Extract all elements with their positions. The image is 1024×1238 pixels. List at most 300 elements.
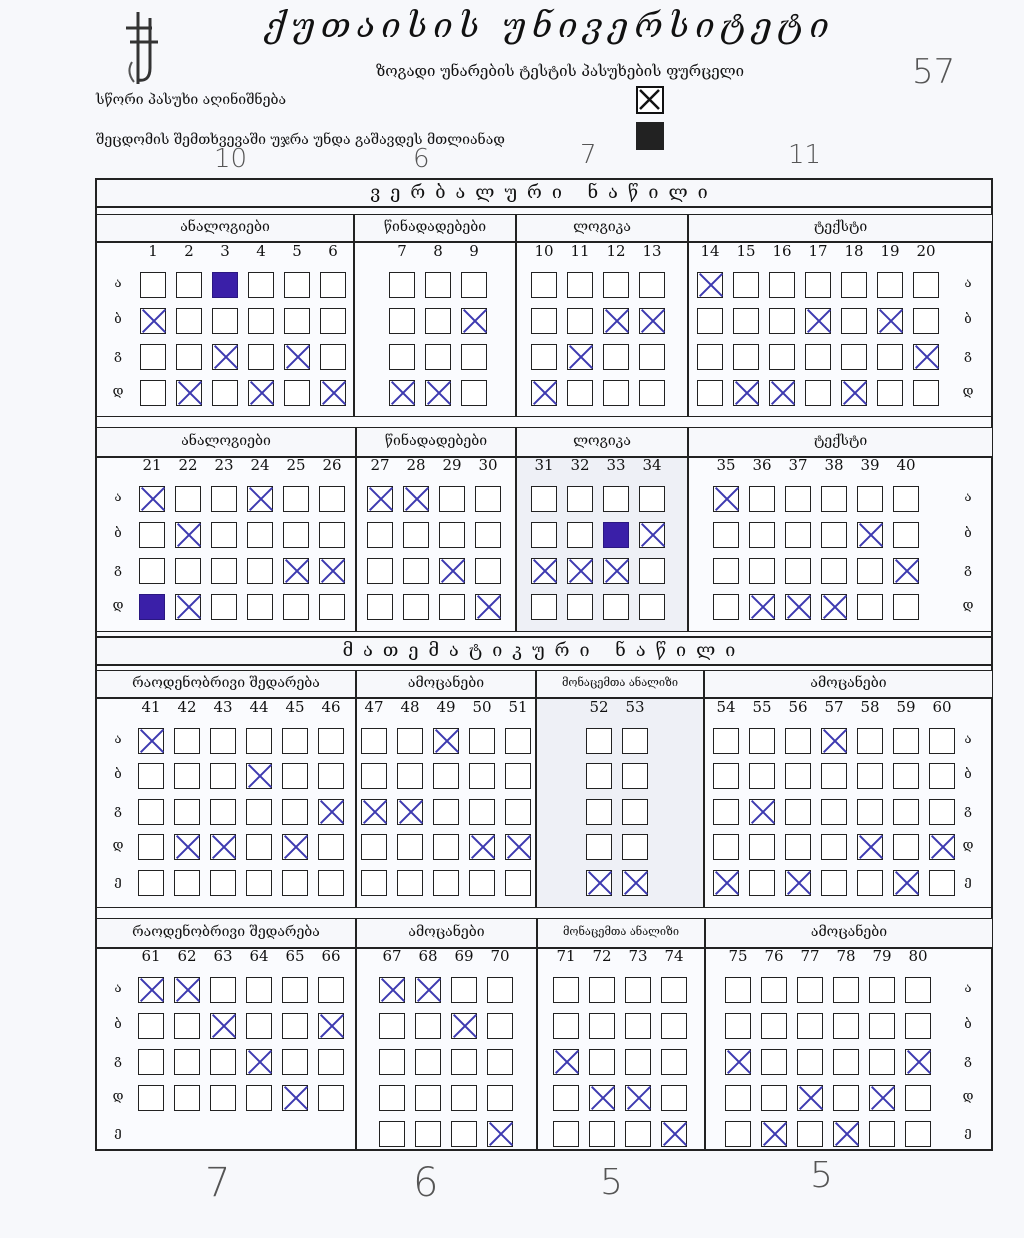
answer-box[interactable] bbox=[246, 977, 272, 1003]
answer-box[interactable] bbox=[785, 834, 811, 860]
answer-box[interactable] bbox=[487, 1121, 513, 1147]
answer-box[interactable] bbox=[622, 763, 648, 789]
answer-box[interactable] bbox=[833, 1121, 859, 1147]
answer-box[interactable] bbox=[282, 1085, 308, 1111]
answer-box[interactable] bbox=[403, 594, 429, 620]
answer-box[interactable] bbox=[425, 308, 451, 334]
answer-box[interactable] bbox=[282, 1049, 308, 1075]
answer-box[interactable] bbox=[893, 799, 919, 825]
answer-box[interactable] bbox=[174, 977, 200, 1003]
answer-box[interactable] bbox=[531, 344, 557, 370]
answer-box[interactable] bbox=[857, 834, 883, 860]
answer-box[interactable] bbox=[176, 344, 202, 370]
answer-box[interactable] bbox=[913, 344, 939, 370]
answer-box[interactable] bbox=[639, 594, 665, 620]
answer-box[interactable] bbox=[893, 558, 919, 584]
answer-box[interactable] bbox=[821, 558, 847, 584]
answer-box[interactable] bbox=[833, 977, 859, 1003]
answer-box[interactable] bbox=[531, 380, 557, 406]
answer-box[interactable] bbox=[639, 522, 665, 548]
answer-box[interactable] bbox=[603, 594, 629, 620]
answer-box[interactable] bbox=[805, 272, 831, 298]
answer-box[interactable] bbox=[929, 834, 955, 860]
answer-box[interactable] bbox=[211, 486, 237, 512]
answer-box[interactable] bbox=[138, 977, 164, 1003]
answer-box[interactable] bbox=[785, 486, 811, 512]
answer-box[interactable] bbox=[284, 272, 310, 298]
answer-box[interactable] bbox=[367, 594, 393, 620]
answer-box[interactable] bbox=[505, 763, 531, 789]
answer-box[interactable] bbox=[857, 594, 883, 620]
answer-box[interactable] bbox=[805, 308, 831, 334]
answer-box[interactable] bbox=[785, 870, 811, 896]
answer-box[interactable] bbox=[725, 1013, 751, 1039]
answer-box[interactable] bbox=[451, 1085, 477, 1111]
answer-box[interactable] bbox=[639, 380, 665, 406]
answer-box[interactable] bbox=[318, 763, 344, 789]
answer-box[interactable] bbox=[586, 799, 612, 825]
answer-box[interactable] bbox=[567, 486, 593, 512]
answer-box[interactable] bbox=[174, 763, 200, 789]
answer-box[interactable] bbox=[929, 870, 955, 896]
answer-box[interactable] bbox=[361, 870, 387, 896]
answer-box[interactable] bbox=[622, 870, 648, 896]
answer-box[interactable] bbox=[857, 870, 883, 896]
answer-box[interactable] bbox=[469, 799, 495, 825]
answer-box[interactable] bbox=[505, 870, 531, 896]
answer-box[interactable] bbox=[174, 1085, 200, 1111]
answer-box[interactable] bbox=[282, 1013, 308, 1039]
answer-box[interactable] bbox=[761, 1121, 787, 1147]
answer-box[interactable] bbox=[139, 558, 165, 584]
answer-box[interactable] bbox=[749, 763, 775, 789]
answer-box[interactable] bbox=[869, 1013, 895, 1039]
answer-box[interactable] bbox=[639, 272, 665, 298]
answer-box[interactable] bbox=[857, 799, 883, 825]
answer-box[interactable] bbox=[905, 1085, 931, 1111]
answer-box[interactable] bbox=[821, 486, 847, 512]
answer-box[interactable] bbox=[913, 308, 939, 334]
answer-box[interactable] bbox=[821, 728, 847, 754]
answer-box[interactable] bbox=[139, 594, 165, 620]
answer-box[interactable] bbox=[893, 728, 919, 754]
answer-box[interactable] bbox=[622, 728, 648, 754]
answer-box[interactable] bbox=[905, 977, 931, 1003]
answer-box[interactable] bbox=[283, 594, 309, 620]
answer-box[interactable] bbox=[210, 763, 236, 789]
answer-box[interactable] bbox=[733, 344, 759, 370]
answer-box[interactable] bbox=[389, 380, 415, 406]
answer-box[interactable] bbox=[603, 522, 629, 548]
answer-box[interactable] bbox=[769, 380, 795, 406]
answer-box[interactable] bbox=[821, 870, 847, 896]
answer-box[interactable] bbox=[475, 594, 501, 620]
answer-box[interactable] bbox=[138, 870, 164, 896]
answer-box[interactable] bbox=[318, 1085, 344, 1111]
answer-box[interactable] bbox=[869, 977, 895, 1003]
answer-box[interactable] bbox=[210, 834, 236, 860]
answer-box[interactable] bbox=[451, 1121, 477, 1147]
answer-box[interactable] bbox=[284, 308, 310, 334]
answer-box[interactable] bbox=[487, 977, 513, 1003]
answer-box[interactable] bbox=[487, 1049, 513, 1075]
answer-box[interactable] bbox=[397, 834, 423, 860]
answer-box[interactable] bbox=[140, 380, 166, 406]
answer-box[interactable] bbox=[893, 763, 919, 789]
answer-box[interactable] bbox=[769, 272, 795, 298]
answer-box[interactable] bbox=[318, 977, 344, 1003]
answer-box[interactable] bbox=[211, 522, 237, 548]
answer-box[interactable] bbox=[174, 728, 200, 754]
answer-box[interactable] bbox=[531, 272, 557, 298]
answer-box[interactable] bbox=[725, 1085, 751, 1111]
answer-box[interactable] bbox=[138, 1013, 164, 1039]
answer-box[interactable] bbox=[138, 799, 164, 825]
answer-box[interactable] bbox=[451, 1013, 477, 1039]
answer-box[interactable] bbox=[841, 272, 867, 298]
answer-box[interactable] bbox=[661, 1013, 687, 1039]
answer-box[interactable] bbox=[403, 558, 429, 584]
answer-box[interactable] bbox=[905, 1049, 931, 1075]
answer-box[interactable] bbox=[821, 594, 847, 620]
answer-box[interactable] bbox=[603, 272, 629, 298]
answer-box[interactable] bbox=[733, 308, 759, 334]
answer-box[interactable] bbox=[785, 799, 811, 825]
answer-box[interactable] bbox=[531, 558, 557, 584]
answer-box[interactable] bbox=[697, 344, 723, 370]
answer-box[interactable] bbox=[397, 799, 423, 825]
answer-box[interactable] bbox=[639, 308, 665, 334]
answer-box[interactable] bbox=[211, 594, 237, 620]
answer-box[interactable] bbox=[433, 763, 459, 789]
answer-box[interactable] bbox=[389, 344, 415, 370]
answer-box[interactable] bbox=[361, 728, 387, 754]
answer-box[interactable] bbox=[639, 344, 665, 370]
answer-box[interactable] bbox=[246, 1085, 272, 1111]
answer-box[interactable] bbox=[175, 522, 201, 548]
answer-box[interactable] bbox=[713, 558, 739, 584]
answer-box[interactable] bbox=[785, 522, 811, 548]
answer-box[interactable] bbox=[379, 1013, 405, 1039]
answer-box[interactable] bbox=[769, 308, 795, 334]
answer-box[interactable] bbox=[361, 799, 387, 825]
answer-box[interactable] bbox=[567, 308, 593, 334]
answer-box[interactable] bbox=[210, 1013, 236, 1039]
answer-box[interactable] bbox=[247, 594, 273, 620]
answer-box[interactable] bbox=[589, 1013, 615, 1039]
answer-box[interactable] bbox=[589, 1121, 615, 1147]
answer-box[interactable] bbox=[603, 380, 629, 406]
answer-box[interactable] bbox=[553, 1085, 579, 1111]
answer-box[interactable] bbox=[785, 728, 811, 754]
answer-box[interactable] bbox=[893, 522, 919, 548]
answer-box[interactable] bbox=[749, 594, 775, 620]
answer-box[interactable] bbox=[403, 486, 429, 512]
answer-box[interactable] bbox=[469, 763, 495, 789]
answer-box[interactable] bbox=[625, 1121, 651, 1147]
answer-box[interactable] bbox=[622, 799, 648, 825]
answer-box[interactable] bbox=[283, 522, 309, 548]
answer-box[interactable] bbox=[320, 272, 346, 298]
answer-box[interactable] bbox=[247, 522, 273, 548]
answer-box[interactable] bbox=[905, 1013, 931, 1039]
answer-box[interactable] bbox=[283, 486, 309, 512]
answer-box[interactable] bbox=[869, 1121, 895, 1147]
answer-box[interactable] bbox=[282, 870, 308, 896]
answer-box[interactable] bbox=[505, 728, 531, 754]
answer-box[interactable] bbox=[553, 977, 579, 1003]
answer-box[interactable] bbox=[821, 522, 847, 548]
answer-box[interactable] bbox=[857, 558, 883, 584]
answer-box[interactable] bbox=[451, 977, 477, 1003]
answer-box[interactable] bbox=[761, 977, 787, 1003]
answer-box[interactable] bbox=[439, 594, 465, 620]
answer-box[interactable] bbox=[318, 799, 344, 825]
answer-box[interactable] bbox=[433, 870, 459, 896]
answer-box[interactable] bbox=[857, 763, 883, 789]
answer-box[interactable] bbox=[403, 522, 429, 548]
answer-box[interactable] bbox=[319, 594, 345, 620]
answer-box[interactable] bbox=[320, 308, 346, 334]
answer-box[interactable] bbox=[284, 380, 310, 406]
answer-box[interactable] bbox=[725, 1049, 751, 1075]
answer-box[interactable] bbox=[248, 272, 274, 298]
answer-box[interactable] bbox=[833, 1085, 859, 1111]
answer-box[interactable] bbox=[749, 870, 775, 896]
answer-box[interactable] bbox=[246, 763, 272, 789]
answer-box[interactable] bbox=[439, 522, 465, 548]
answer-box[interactable] bbox=[175, 594, 201, 620]
answer-box[interactable] bbox=[857, 522, 883, 548]
answer-box[interactable] bbox=[797, 977, 823, 1003]
answer-box[interactable] bbox=[176, 272, 202, 298]
answer-box[interactable] bbox=[174, 799, 200, 825]
answer-box[interactable] bbox=[661, 1085, 687, 1111]
answer-box[interactable] bbox=[361, 834, 387, 860]
answer-box[interactable] bbox=[176, 380, 202, 406]
answer-box[interactable] bbox=[475, 486, 501, 512]
answer-box[interactable] bbox=[586, 834, 612, 860]
answer-box[interactable] bbox=[833, 1013, 859, 1039]
answer-box[interactable] bbox=[586, 763, 612, 789]
answer-box[interactable] bbox=[397, 763, 423, 789]
answer-box[interactable] bbox=[174, 1049, 200, 1075]
answer-box[interactable] bbox=[821, 834, 847, 860]
answer-box[interactable] bbox=[841, 344, 867, 370]
answer-box[interactable] bbox=[589, 1049, 615, 1075]
answer-box[interactable] bbox=[320, 380, 346, 406]
answer-box[interactable] bbox=[210, 1085, 236, 1111]
answer-box[interactable] bbox=[893, 486, 919, 512]
answer-box[interactable] bbox=[210, 1049, 236, 1075]
answer-box[interactable] bbox=[415, 1013, 441, 1039]
answer-box[interactable] bbox=[433, 834, 459, 860]
answer-box[interactable] bbox=[282, 977, 308, 1003]
answer-box[interactable] bbox=[589, 977, 615, 1003]
answer-box[interactable] bbox=[461, 272, 487, 298]
answer-box[interactable] bbox=[210, 799, 236, 825]
answer-box[interactable] bbox=[246, 870, 272, 896]
answer-box[interactable] bbox=[531, 486, 557, 512]
answer-box[interactable] bbox=[174, 834, 200, 860]
answer-box[interactable] bbox=[761, 1049, 787, 1075]
answer-box[interactable] bbox=[282, 763, 308, 789]
answer-box[interactable] bbox=[553, 1121, 579, 1147]
answer-box[interactable] bbox=[140, 344, 166, 370]
answer-box[interactable] bbox=[713, 834, 739, 860]
answer-box[interactable] bbox=[929, 763, 955, 789]
answer-box[interactable] bbox=[841, 308, 867, 334]
answer-box[interactable] bbox=[318, 834, 344, 860]
answer-box[interactable] bbox=[318, 870, 344, 896]
answer-box[interactable] bbox=[246, 799, 272, 825]
answer-box[interactable] bbox=[567, 522, 593, 548]
answer-box[interactable] bbox=[697, 272, 723, 298]
answer-box[interactable] bbox=[749, 799, 775, 825]
answer-box[interactable] bbox=[797, 1049, 823, 1075]
answer-box[interactable] bbox=[531, 522, 557, 548]
answer-box[interactable] bbox=[697, 308, 723, 334]
answer-box[interactable] bbox=[415, 1049, 441, 1075]
answer-box[interactable] bbox=[505, 834, 531, 860]
answer-box[interactable] bbox=[320, 344, 346, 370]
answer-box[interactable] bbox=[625, 1085, 651, 1111]
answer-box[interactable] bbox=[210, 977, 236, 1003]
answer-box[interactable] bbox=[697, 380, 723, 406]
answer-box[interactable] bbox=[379, 1121, 405, 1147]
answer-box[interactable] bbox=[603, 308, 629, 334]
answer-box[interactable] bbox=[248, 380, 274, 406]
answer-box[interactable] bbox=[425, 272, 451, 298]
answer-box[interactable] bbox=[176, 308, 202, 334]
answer-box[interactable] bbox=[433, 799, 459, 825]
answer-box[interactable] bbox=[246, 728, 272, 754]
answer-box[interactable] bbox=[567, 594, 593, 620]
answer-box[interactable] bbox=[212, 344, 238, 370]
answer-box[interactable] bbox=[877, 272, 903, 298]
answer-box[interactable] bbox=[439, 558, 465, 584]
answer-box[interactable] bbox=[439, 486, 465, 512]
answer-box[interactable] bbox=[661, 1121, 687, 1147]
answer-box[interactable] bbox=[725, 977, 751, 1003]
answer-box[interactable] bbox=[505, 799, 531, 825]
answer-box[interactable] bbox=[212, 272, 238, 298]
answer-box[interactable] bbox=[138, 834, 164, 860]
answer-box[interactable] bbox=[713, 522, 739, 548]
answer-box[interactable] bbox=[749, 486, 775, 512]
answer-box[interactable] bbox=[797, 1121, 823, 1147]
answer-box[interactable] bbox=[283, 558, 309, 584]
answer-box[interactable] bbox=[138, 728, 164, 754]
answer-box[interactable] bbox=[929, 799, 955, 825]
answer-box[interactable] bbox=[869, 1085, 895, 1111]
answer-box[interactable] bbox=[749, 728, 775, 754]
answer-box[interactable] bbox=[389, 308, 415, 334]
answer-box[interactable] bbox=[733, 272, 759, 298]
answer-box[interactable] bbox=[639, 558, 665, 584]
answer-box[interactable] bbox=[389, 272, 415, 298]
answer-box[interactable] bbox=[138, 763, 164, 789]
answer-box[interactable] bbox=[140, 308, 166, 334]
answer-box[interactable] bbox=[475, 522, 501, 548]
answer-box[interactable] bbox=[893, 870, 919, 896]
answer-box[interactable] bbox=[367, 558, 393, 584]
answer-box[interactable] bbox=[531, 308, 557, 334]
answer-box[interactable] bbox=[475, 558, 501, 584]
answer-box[interactable] bbox=[282, 728, 308, 754]
answer-box[interactable] bbox=[821, 763, 847, 789]
answer-box[interactable] bbox=[318, 1049, 344, 1075]
answer-box[interactable] bbox=[318, 1013, 344, 1039]
answer-box[interactable] bbox=[833, 1049, 859, 1075]
answer-box[interactable] bbox=[589, 1085, 615, 1111]
answer-box[interactable] bbox=[713, 594, 739, 620]
answer-box[interactable] bbox=[247, 486, 273, 512]
answer-box[interactable] bbox=[367, 486, 393, 512]
answer-box[interactable] bbox=[749, 522, 775, 548]
answer-box[interactable] bbox=[282, 834, 308, 860]
answer-box[interactable] bbox=[797, 1013, 823, 1039]
answer-box[interactable] bbox=[639, 486, 665, 512]
answer-box[interactable] bbox=[625, 1013, 651, 1039]
answer-box[interactable] bbox=[586, 870, 612, 896]
answer-box[interactable] bbox=[140, 272, 166, 298]
answer-box[interactable] bbox=[857, 486, 883, 512]
answer-box[interactable] bbox=[246, 1049, 272, 1075]
answer-box[interactable] bbox=[487, 1013, 513, 1039]
answer-box[interactable] bbox=[586, 728, 612, 754]
answer-box[interactable] bbox=[797, 1085, 823, 1111]
answer-box[interactable] bbox=[713, 728, 739, 754]
answer-box[interactable] bbox=[425, 380, 451, 406]
answer-box[interactable] bbox=[469, 870, 495, 896]
answer-box[interactable] bbox=[282, 799, 308, 825]
answer-box[interactable] bbox=[725, 1121, 751, 1147]
answer-box[interactable] bbox=[248, 308, 274, 334]
answer-box[interactable] bbox=[622, 834, 648, 860]
answer-box[interactable] bbox=[893, 834, 919, 860]
answer-box[interactable] bbox=[139, 486, 165, 512]
answer-box[interactable] bbox=[461, 344, 487, 370]
answer-box[interactable] bbox=[785, 558, 811, 584]
answer-box[interactable] bbox=[929, 728, 955, 754]
answer-box[interactable] bbox=[210, 870, 236, 896]
answer-box[interactable] bbox=[212, 308, 238, 334]
answer-box[interactable] bbox=[415, 977, 441, 1003]
answer-box[interactable] bbox=[487, 1085, 513, 1111]
answer-box[interactable] bbox=[139, 522, 165, 548]
answer-box[interactable] bbox=[567, 558, 593, 584]
answer-box[interactable] bbox=[877, 308, 903, 334]
answer-box[interactable] bbox=[761, 1085, 787, 1111]
answer-box[interactable] bbox=[733, 380, 759, 406]
answer-box[interactable] bbox=[415, 1121, 441, 1147]
answer-box[interactable] bbox=[713, 486, 739, 512]
answer-box[interactable] bbox=[397, 870, 423, 896]
answer-box[interactable] bbox=[319, 558, 345, 584]
answer-box[interactable] bbox=[661, 977, 687, 1003]
answer-box[interactable] bbox=[138, 1085, 164, 1111]
answer-box[interactable] bbox=[174, 870, 200, 896]
answer-box[interactable] bbox=[379, 1049, 405, 1075]
answer-box[interactable] bbox=[469, 834, 495, 860]
answer-box[interactable] bbox=[821, 799, 847, 825]
answer-box[interactable] bbox=[379, 1085, 405, 1111]
answer-box[interactable] bbox=[785, 763, 811, 789]
answer-box[interactable] bbox=[461, 308, 487, 334]
answer-box[interactable] bbox=[805, 380, 831, 406]
answer-box[interactable] bbox=[913, 380, 939, 406]
